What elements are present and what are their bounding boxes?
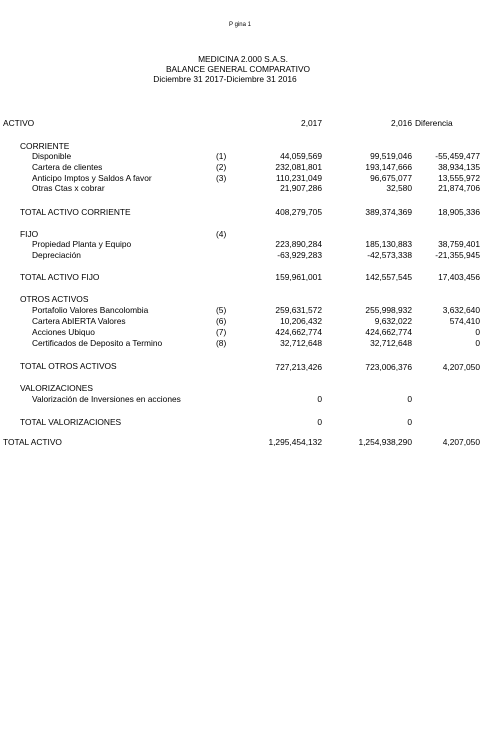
row-value-2017: 223,890,284: [275, 239, 322, 249]
row-value-2017: -63,929,283: [277, 250, 322, 260]
row-value-2017: 259,631,572: [275, 305, 322, 315]
row-note: (6): [216, 316, 227, 326]
grand-total-value-difference: 4,207,050: [442, 437, 480, 447]
row-value-2016: 424,662,774: [365, 327, 412, 337]
total-label: TOTAL ACTIVO FIJO: [20, 272, 100, 282]
row-label: Cartera de clientes: [32, 162, 103, 172]
total-label: TOTAL ACTIVO CORRIENTE: [20, 207, 131, 217]
row-value-difference: 0: [475, 327, 480, 337]
total-value-2017: 159,961,001: [275, 272, 322, 282]
row-value-2016: -42,573,338: [367, 250, 412, 260]
row-value-difference: -55,459,477: [435, 151, 480, 161]
total-value-2016: 389,374,369: [365, 207, 412, 217]
grand-total-value-2017: 1,295,454,132: [268, 437, 322, 447]
row-value-2016: 255,998,932: [365, 305, 412, 315]
total-value-2017: 408,279,705: [275, 207, 322, 217]
row-value-2017: 232,081,801: [275, 162, 322, 172]
group-title-otros-activos: OTROS ACTIVOS: [20, 294, 89, 304]
row-label: Valorización de Inversiones en acciones: [32, 394, 181, 404]
row-value-2017: 424,662,774: [275, 327, 322, 337]
row-label: Otras Ctas x cobrar: [32, 183, 105, 193]
total-value-2016: 142,557,545: [365, 272, 412, 282]
group-title-valorizaciones: VALORIZACIONES: [20, 383, 93, 393]
row-value-2016: 32,580: [386, 183, 412, 193]
row-value-2016: 9,632,022: [374, 316, 412, 326]
row-value-difference: 574,410: [449, 316, 480, 326]
row-value-difference: 3,632,640: [442, 305, 480, 315]
total-label: TOTAL VALORIZACIONES: [20, 417, 122, 427]
column-header-2017: 2,017: [301, 118, 322, 128]
row-label: Anticipo Imptos y Saldos A favor: [32, 173, 152, 183]
total-value-2017: 727,213,426: [275, 362, 322, 372]
row-value-2017: 0: [317, 394, 322, 404]
row-value-difference: 38,759,401: [438, 239, 480, 249]
group-title-corriente: CORRIENTE: [20, 141, 70, 151]
row-value-2017: 21,907,286: [280, 183, 322, 193]
grand-total-value-2016: 1,254,938,290: [358, 437, 412, 447]
row-label: Certificados de Deposito a Termino: [32, 338, 163, 348]
row-label: Acciones Ubiquo: [32, 327, 95, 337]
total-value-2016: 723,006,376: [365, 362, 412, 372]
row-note: (7): [216, 327, 227, 337]
row-value-2016: 32,712,648: [370, 338, 412, 348]
row-value-2016: 99,519,046: [370, 151, 412, 161]
row-value-2016: 96,675,077: [370, 173, 412, 183]
total-value-2016: 0: [407, 417, 412, 427]
group-title-fijo: FIJO: [20, 229, 39, 239]
row-value-2016: 185,130,883: [365, 239, 412, 249]
group-note-fijo: (4): [216, 229, 227, 239]
column-header-difference: Diferencia: [415, 118, 453, 128]
row-note: (8): [216, 338, 227, 348]
row-note: (1): [216, 151, 227, 161]
row-value-2017: 110,231,049: [276, 173, 322, 183]
row-value-2016: 0: [407, 394, 412, 404]
total-value-difference: 4,207,050: [442, 362, 480, 372]
row-value-difference: 0: [475, 338, 480, 348]
row-note: (3): [216, 173, 227, 183]
row-value-difference: 21,874,706: [438, 183, 480, 193]
row-note: (2): [216, 162, 227, 172]
total-value-2017: 0: [317, 417, 322, 427]
page-number: P gina 1: [229, 22, 251, 28]
row-label: Propiedad Planta y Equipo: [32, 239, 132, 249]
row-value-difference: 13,555,972: [438, 173, 480, 183]
grand-total-label: TOTAL ACTIVO: [3, 437, 62, 447]
row-value-2017: 44,059,569: [280, 151, 322, 161]
total-value-difference: 17,403,456: [438, 272, 480, 282]
total-value-difference: 18,905,336: [438, 207, 480, 217]
row-note: (5): [216, 305, 227, 315]
row-label: Portafolio Valores Bancolombia: [32, 305, 149, 315]
row-label: Cartera AbIERTA Valores: [32, 316, 126, 326]
section-heading-activo: ACTIVO: [3, 118, 35, 128]
company-name: MEDICINA 2.000 S.A.S.: [198, 54, 288, 64]
row-value-2017: 10,206,432: [280, 316, 322, 326]
row-value-difference: 38,934,135: [438, 162, 480, 172]
row-value-2017: 32,712,648: [280, 338, 322, 348]
row-value-2016: 193,147,666: [365, 162, 412, 172]
column-header-2016: 2,016: [391, 118, 412, 128]
row-value-difference: -21,355,945: [435, 250, 480, 260]
row-label: Depreciación: [32, 250, 81, 260]
report-period: Diciembre 31 2017-Diciembre 31 2016: [153, 74, 297, 84]
total-label: TOTAL OTROS ACTIVOS: [20, 361, 117, 371]
report-title: BALANCE GENERAL COMPARATIVO: [165, 64, 311, 74]
row-label: Disponible: [32, 151, 72, 161]
